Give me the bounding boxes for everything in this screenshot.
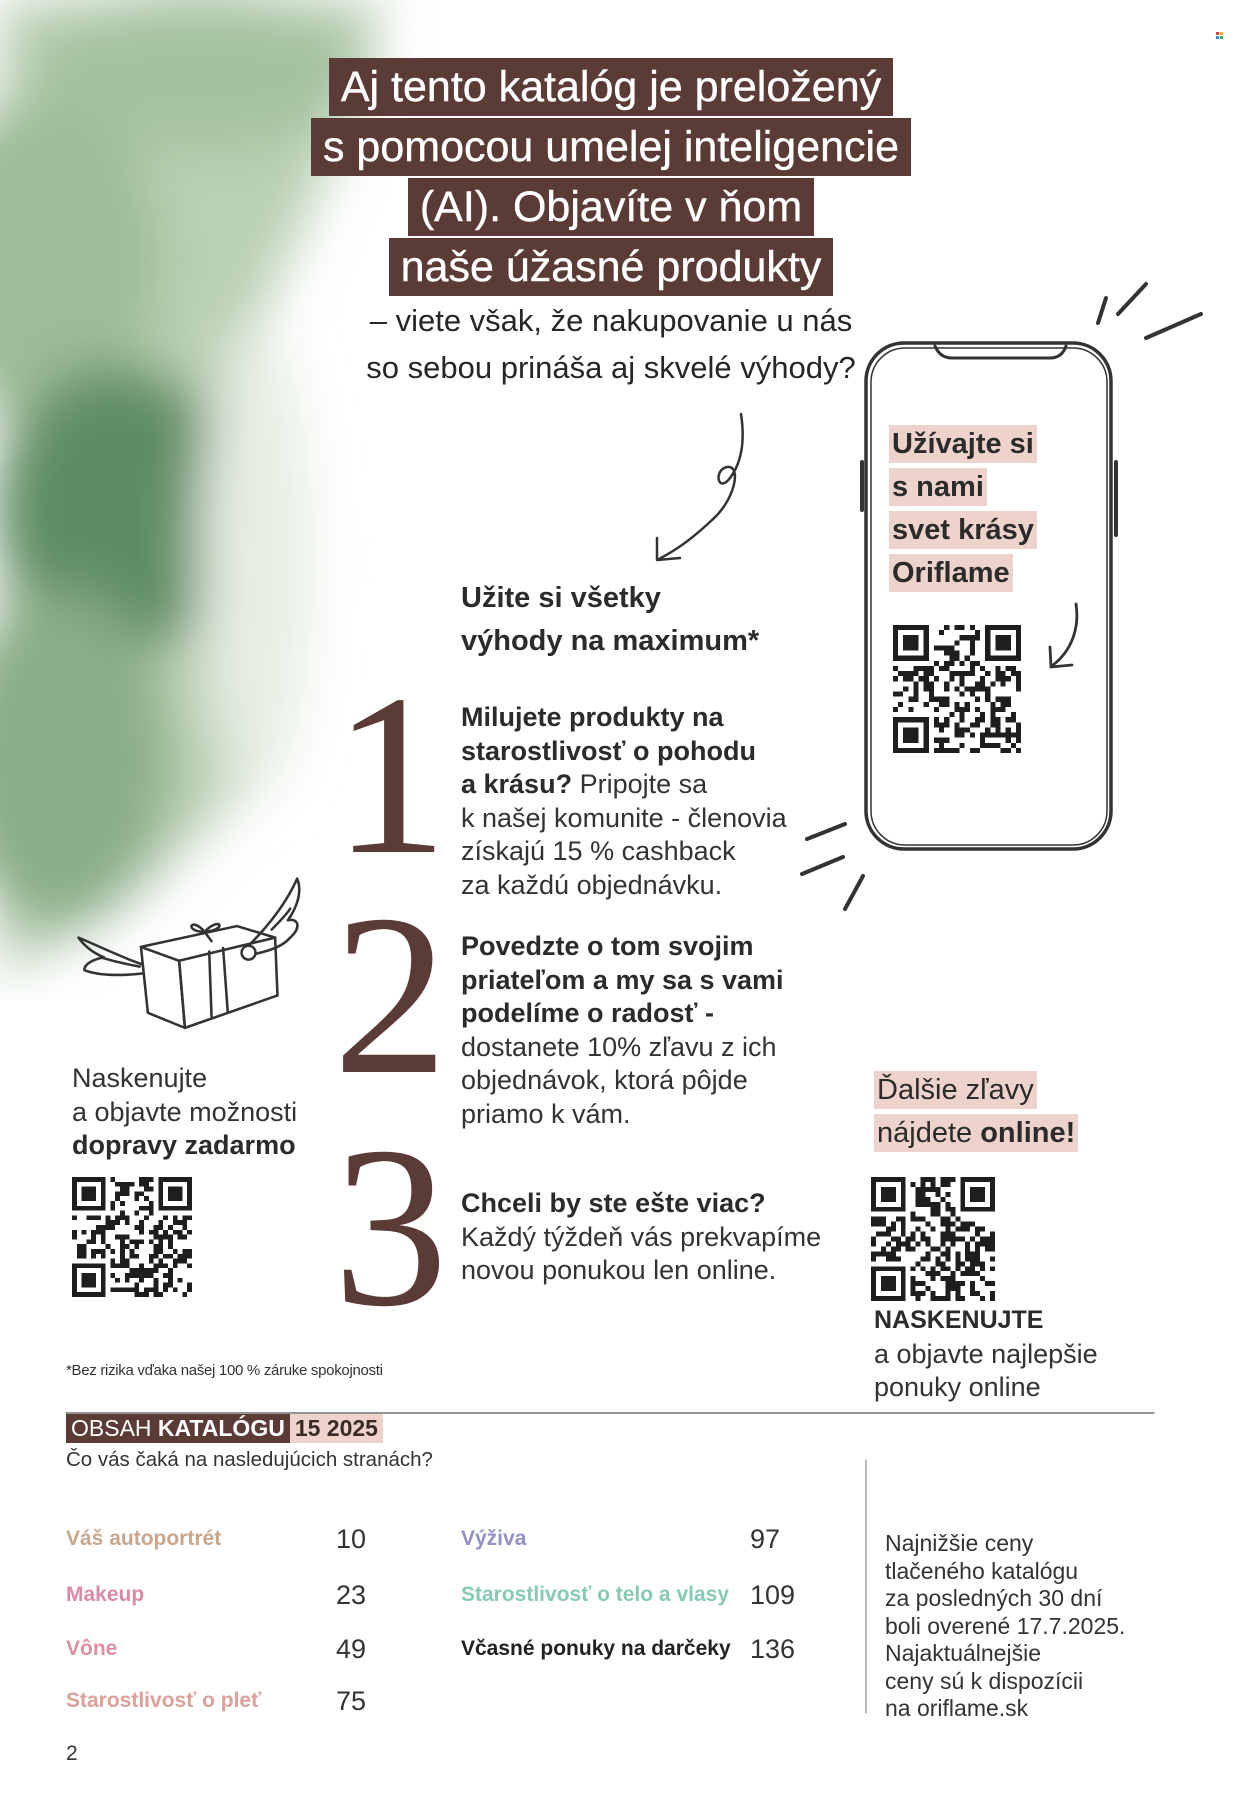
- qr-code-online-offers: [871, 1177, 995, 1301]
- toc-item-page: 23: [336, 1580, 367, 1610]
- benefit-text-bold: a krásu?: [461, 769, 573, 800]
- toc-item: [461, 1631, 801, 1667]
- online-offers-line-2-regular: nájdete: [877, 1117, 981, 1149]
- toc-item-label: Včasné ponuky na darčeky: [461, 1637, 731, 1660]
- toc-item-label: Makeup: [66, 1583, 145, 1606]
- toc-issue-badge: 15 2025: [290, 1414, 383, 1443]
- benefit-item-1: [461, 701, 787, 903]
- headline: [300, 58, 922, 298]
- toc-item: [66, 1683, 386, 1719]
- toc-item: [66, 1521, 386, 1557]
- headline-line-2: s pomocou umelej inteligencie: [311, 118, 911, 176]
- toc-item: [66, 1577, 386, 1613]
- toc-item: [461, 1577, 801, 1613]
- benefit-text: Každý týždeň vás prekvapíme: [461, 1221, 822, 1252]
- qr-code-phone: [893, 625, 1021, 753]
- benefit-text: Pripojte sa: [572, 769, 708, 800]
- benefit-text: za každú objednávku.: [461, 869, 723, 900]
- toc-header-bold: KATALÓGU: [157, 1415, 285, 1441]
- price-note-line: za posledných 30 dní: [885, 1585, 1103, 1611]
- toc-item-label: Starostlivosť o telo a vlasy: [461, 1583, 729, 1606]
- benefit-text: priamo k vám.: [461, 1098, 631, 1129]
- benefit-text-bold: podelíme o radosť -: [461, 998, 714, 1029]
- subtitle-line-2: so sebou prináša aj skvelé výhody?: [366, 350, 856, 385]
- page-number: 2: [66, 1742, 78, 1765]
- benefit-text: získajú 15 % cashback: [461, 836, 736, 867]
- online-offers-line-1: Ďalšie zľavy: [874, 1071, 1037, 1109]
- benefit-text-bold: priateľom a my sa s vami: [461, 964, 784, 995]
- benefit-number-1: 1: [333, 647, 448, 902]
- benefits-title: [461, 577, 759, 663]
- price-note-line: Najaktuálnejšie: [885, 1640, 1041, 1666]
- spark-lines-bottom-icon: [802, 824, 863, 909]
- benefit-number-2: 2: [333, 867, 448, 1122]
- phone-promo-text: [889, 425, 1037, 597]
- scan-line: ponuky online: [874, 1372, 1041, 1403]
- free-shipping-text: [72, 1062, 297, 1163]
- benefit-item-2: [461, 930, 784, 1132]
- benefit-text-bold: Chceli by ste ešte viac?: [461, 1188, 766, 1218]
- toc-item-page: 136: [750, 1634, 796, 1664]
- qr-modules: [871, 1177, 995, 1301]
- online-offers-line-2: [874, 1114, 1078, 1152]
- guarantee-footnote: *Bez rizika vďaka našej 100 % záruke spokojnosti: [66, 1362, 383, 1379]
- qr-modules: [72, 1177, 192, 1297]
- benefit-text: objednávok, ktorá pôjde: [461, 1065, 748, 1096]
- phone-promo-line: Oriflame: [889, 554, 1013, 592]
- online-offers-line-2-bold: online!: [980, 1117, 1076, 1149]
- curly-arrow-icon: [657, 414, 743, 560]
- benefit-text-bold: starostlivosť o pohodu: [461, 735, 756, 766]
- scan-caps-label: NASKENUJTE: [874, 1306, 1044, 1334]
- headline-line-3: (AI). Objavíte v ňom: [408, 178, 814, 236]
- subtitle: [300, 297, 922, 391]
- benefit-item-3: [461, 1187, 821, 1288]
- toc-header: [66, 1414, 383, 1443]
- benefit-text-bold: Povedzte o tom svojim: [461, 931, 754, 961]
- toc-item-page: 49: [336, 1634, 367, 1664]
- toc-item-page: 10: [336, 1524, 367, 1554]
- toc-item-page: 97: [750, 1524, 781, 1554]
- benefit-number-3: 3: [333, 1099, 448, 1354]
- price-note-line: Najnižšie ceny: [885, 1530, 1034, 1556]
- benefit-text: novou ponukou len online.: [461, 1255, 777, 1286]
- price-note-line: na oriflame.sk: [885, 1695, 1029, 1721]
- toc-item: [461, 1521, 801, 1557]
- free-shipping-line: a objavte možnosti: [72, 1096, 298, 1127]
- qr-modules: [893, 625, 1021, 753]
- benefits-title-line-1: Užite si všetky: [461, 582, 661, 614]
- price-note-line: tlačeného katalógu: [885, 1557, 1079, 1584]
- online-offers-text: [874, 1071, 1078, 1157]
- toc-item-label: Vône: [66, 1637, 118, 1660]
- toc-item-label: Výživa: [461, 1527, 527, 1550]
- subtitle-line-1: – viete však, že nakupovanie u nás: [369, 303, 853, 338]
- benefit-text: dostanete 10% zľavu z ich: [461, 1031, 777, 1062]
- headline-line-4: naše úžasné produkty: [389, 238, 834, 296]
- toc-subtitle: Čo vás čaká na nasledujúcich stranách?: [66, 1448, 433, 1471]
- toc-header-title: [66, 1414, 290, 1443]
- scan-instructions: [874, 1304, 1098, 1405]
- toc-item-page: 75: [336, 1686, 367, 1716]
- benefit-text: k našej komunite - členovia: [461, 802, 787, 833]
- toc-item-label: Váš autoportrét: [66, 1527, 222, 1550]
- free-shipping-bold-line: dopravy zadarmo: [72, 1130, 296, 1161]
- headline-line-1: Aj tento katalóg je preložený: [329, 58, 893, 116]
- free-shipping-line: Naskenujte: [72, 1063, 208, 1093]
- benefits-title-line-2: výhody na maximum*: [461, 625, 760, 657]
- phone-promo-line: s nami: [889, 468, 987, 506]
- qr-code-free-shipping: [72, 1177, 192, 1297]
- phone-promo-line: svet krásy: [889, 511, 1037, 549]
- spark-lines-top-icon: [1098, 284, 1201, 338]
- toc-item-page: 109: [750, 1580, 796, 1610]
- scan-line: a objavte najlepšie: [874, 1338, 1098, 1369]
- price-note-line: ceny sú k dispozícii: [885, 1667, 1084, 1694]
- toc-item: [66, 1631, 386, 1667]
- phone-promo-line: Užívajte si: [889, 425, 1037, 463]
- brand-mark-icon: [1216, 32, 1228, 42]
- toc-item-label: Starostlivosť o pleť: [66, 1689, 262, 1712]
- lowest-price-note: [885, 1530, 1125, 1723]
- benefit-text-bold: Milujete produkty na: [461, 702, 724, 732]
- toc-header-regular: OBSAH: [71, 1415, 158, 1441]
- phone-arrow-icon: [1050, 604, 1077, 667]
- price-note-line: boli overené 17.7.2025.: [885, 1612, 1126, 1639]
